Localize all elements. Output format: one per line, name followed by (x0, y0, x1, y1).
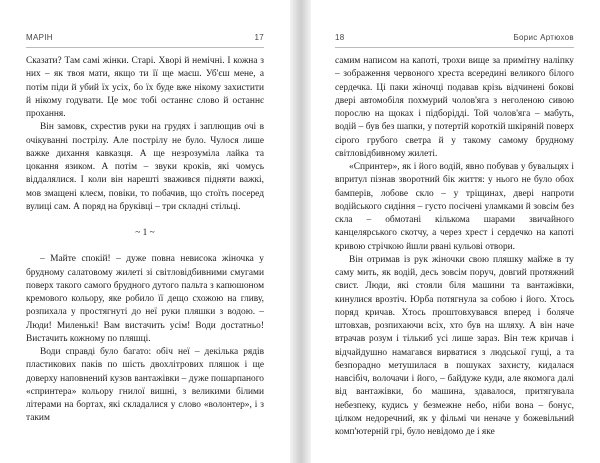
paragraph: – Майте спокій! – дуже повна невисока жіночка у брудному салатовому жилеті зі світловідбивними смугами поверх такого самого брудного дутого пальта з капюшоном кремового кольору, яке робило її дещо схожою на гливу, розпихала у простягнуті до неї руки пляшки з водою. – Люди! Миленькі! Вам вистачить усім! Води достатньо! Вистачить кожному по пляшці. (26, 254, 264, 344)
paragraph: самим написом на капоті, трохи вище за примітну наліпку – зображення червоного хреста всередині великого білого сердечка. Ці паки жіночці подавав крізь відчинені бокові двері автомобіля похмурий чолов'яга з неголеною сивою порослю на щоках і підборідді. Той чолов'яга – мабуть, водій – був без шапки, у потертій короткій шкіряній поверх сірого грубого светра й у такому самому брудному світловідбивному жилеті. (335, 56, 574, 159)
header-rule (335, 47, 574, 48)
paragraph: Сказати? Там самі жінки. Старі. Хворі й немічні. І кожна з них – як твоя мати, якщо ти її ще маєш. Уб'єш мене, а потім піди й убий їх усіх, бо їх буде вже нікому захистити й нікому годувати. Це моє тобі останнє слово й останнє прохання. (26, 56, 264, 119)
page-number: 18 (335, 33, 345, 42)
paragraph: Він замовк, схрестив руки на грудях і заплющив очі в очікуванні пострілу. Але пострілу не було. Чулося лише важке дихання кавказця. А ще незрозуміла лайка та цокання язиком. А потім – звуки кроків, які чомусь віддалялися. І коли він нарешті зважився підняти важкі, мов змащені клеєм, повіки, то побачив, що стоїть посеред вулиці сам. А поряд на бруківці – три складні стільці. (26, 122, 264, 212)
running-author: Борис Артюхов (513, 33, 574, 42)
left-page-body (26, 55, 264, 426)
paragraph: «Спринтер», як і його водій, явно побував у бувальцях і впритул пізнав зворотний бік життя: у нього не було обох бамперів, лобове скло – у тріщинах, двері напроти водійського сидіння – густо посічені уламками й зовсім без скла – обмотані кількома шарами звичайного канцелярського скотчу, а через хрест і сердечко на капоті кривою стрічкою йшли рвані кульові отвори. (335, 162, 574, 252)
right-page (311, 0, 600, 463)
page-number: 17 (254, 33, 264, 42)
left-page (0, 0, 290, 463)
left-page-header (26, 33, 264, 45)
book-gutter (290, 0, 311, 463)
right-page-body (335, 55, 574, 439)
paragraph: Він отримав із рук жіночки свою пляшку майже в ту саму мить, як водій, десь зовсім поруч, довгий протяжний свист. Люди, які стояли біля машини та вантажівки, кинулися врозтіч. Юрба потягнула за собою і його. Хтось поряд кричав. Хтось проштовхувався вперед і боляче штовхав, розпихаючи всіх, хто був на шляху. А він наче втрачав розум і тількиб усі лише зараз. Він теж кричав і відчайдушно намагався вирватися з людської гущі, а та безпорадно метушилася в пошуках захисту, кидалася навсібіч, волочачи і його, – байдуже куди, але якомога далі від вантажівки, бо машина, здавалося, притягувала небезпеку, кудись у безмежне небо, ніби вона – бонус, цілком недоречний, як у фільмі чи неначе у божевільний комп'ютерній грі, було невідомо де і яке (335, 254, 574, 437)
right-page-header (335, 33, 574, 45)
header-rule (26, 47, 264, 48)
paragraph: Води справді було багато: обіч неї – декілька рядів пластикових паків по шість двохлітрових пляшок і ще доверху наповнений кузов вантажівки – дуже пошарпаного «спринтера» кольору гнилої вишні, з великими білими літерами на бортах, які складалися у слово «волонтер», і з таким (26, 347, 264, 424)
section-number: ~ 1 ~ (135, 228, 155, 238)
running-title: МАРІН (26, 33, 53, 42)
